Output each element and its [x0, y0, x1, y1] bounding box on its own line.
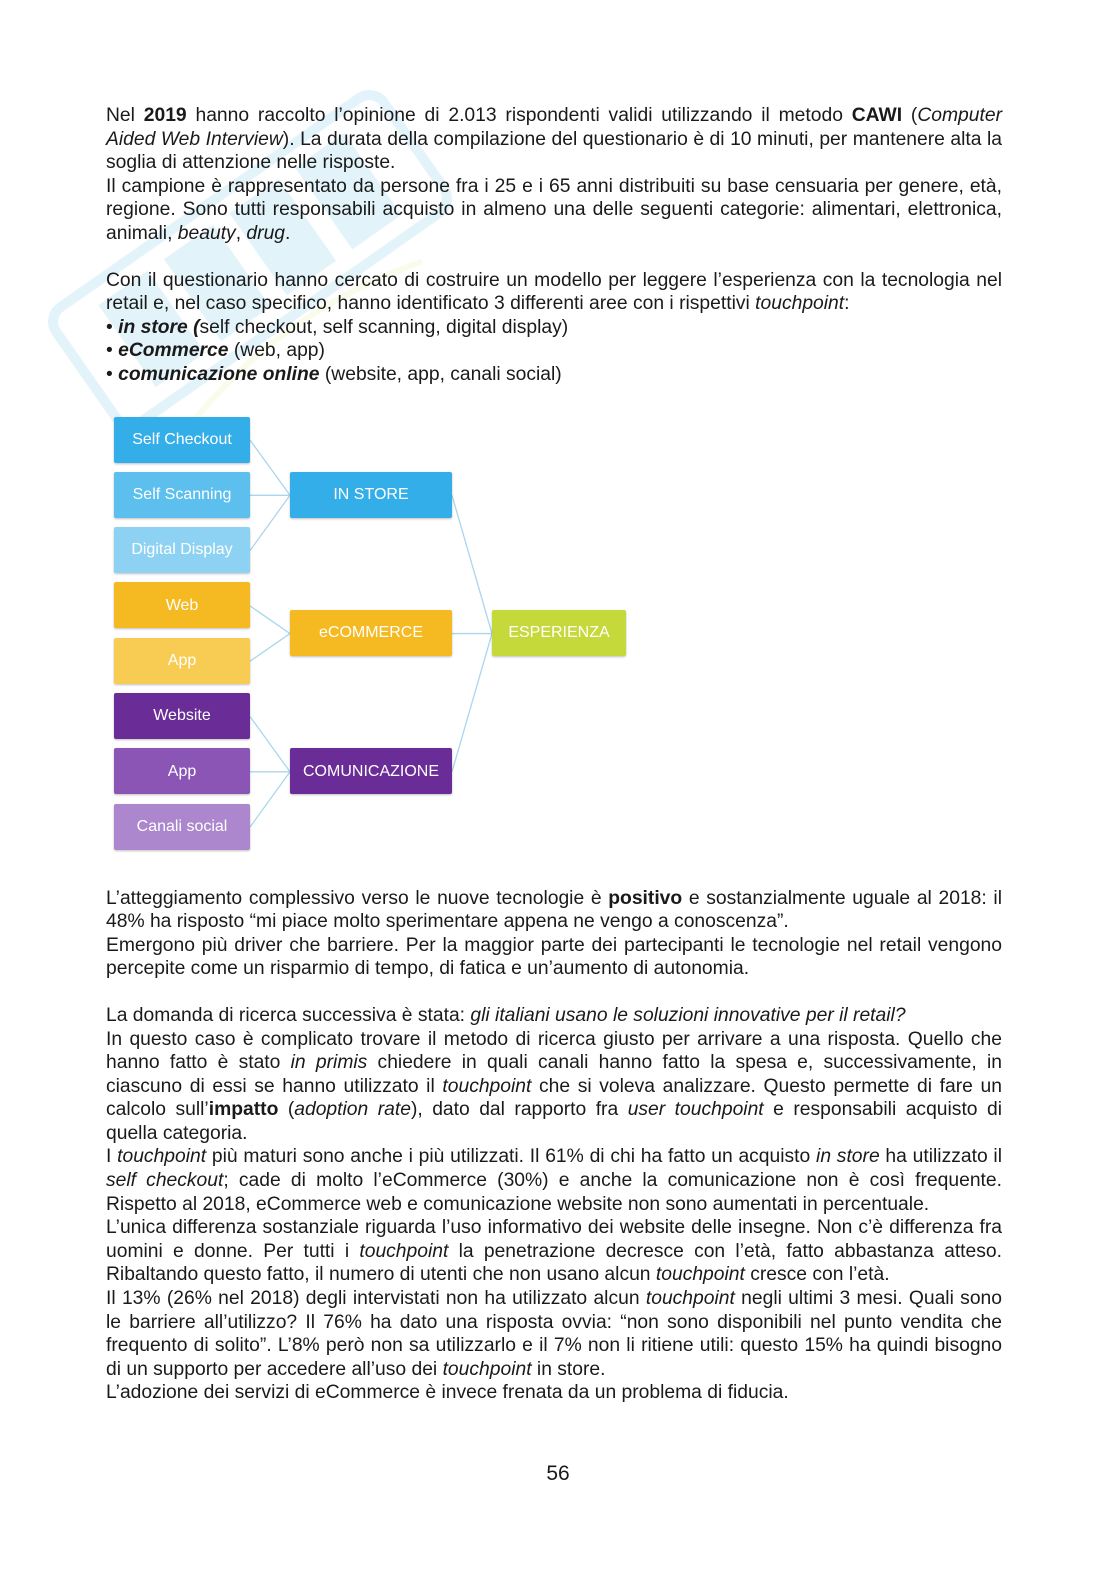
touchpoint-box-self-scanning: Self Scanning — [114, 472, 250, 518]
text-run: negli ultimi 3 mesi. Quali sono le barriere all’utilizzo? Il 76% ha dato una risposta ovvia: “non sono disponibili nel punto vendita che frequento di solito”. L’8% però non sa utilizzarlo e il 7% non li ritiene utili: questo 15% ha quindi bisogno di un supporto per accedere all’uso dei — [106, 1288, 1002, 1380]
text-run: (web, app) — [228, 340, 325, 362]
text-run: self checkout — [106, 1170, 224, 1192]
text-run: Il 13% (26% nel 2018) degli intervistati non ha utilizzato alcun — [106, 1288, 646, 1310]
touchpoint-box-self-checkout: Self Checkout — [114, 417, 250, 463]
paragraph-trust — [106, 1381, 1002, 1405]
text-run: e responsabili acquisto di quella categoria. — [106, 1099, 1003, 1144]
paragraph-barriers — [106, 1287, 1002, 1381]
connector-line — [250, 716, 290, 771]
document-body — [106, 104, 1002, 1405]
text-run: beauty — [177, 222, 236, 244]
text-run: Nel — [106, 105, 144, 126]
text-run: touchpoint — [442, 1358, 532, 1380]
text-run: ha utilizzato il — [879, 1146, 1002, 1168]
touchpoint-box-app: App — [114, 638, 250, 684]
text-run: ( — [278, 1099, 295, 1121]
text-run: L’adozione dei servizi di eCommerce è invece frenata da un problema di fiducia. — [106, 1382, 789, 1404]
list-item-comunicazione — [106, 363, 1002, 387]
text-run: : — [844, 293, 850, 315]
connector-line — [250, 495, 290, 550]
text-run: in store. — [531, 1358, 606, 1380]
text-run: L’atteggiamento complessivo verso le nuove tecnologie è — [106, 887, 609, 909]
text-run: la penetrazione decresce con l’età, fatto abbastanza atteso. Ribaltando questo fatto, il numero di utenti che non usano alcun — [106, 1240, 1002, 1286]
text-run: • — [106, 340, 119, 362]
text-run: hanno raccolto l’opinione di 2.013 rispondenti validi utilizzando il metodo — [186, 105, 852, 126]
text-run: ; cade di molto l’eCommerce (30%) e anche la comunicazione non è così frequente. Rispetto al 2018, eCommerce web e comunicazione website non sono aumentati in percentuale. — [106, 1170, 1002, 1215]
text-run: che si voleva analizzare. Questo permette di fare un calcolo sull’ — [106, 1075, 1002, 1121]
paragraph-attitude — [106, 887, 1002, 934]
page-number: 56 — [546, 1462, 570, 1485]
text-run: La domanda di ricerca successiva è stata: — [106, 1004, 471, 1026]
connector-line — [250, 771, 290, 826]
list-item-in-store — [106, 316, 1002, 340]
touchpoint-box-web: Web — [114, 582, 250, 628]
text-run: Con il questionario hanno cercato di costruire un modello per leggere l’esperienza con la tecnologia nel retail e, nel caso specifico, hanno identificato 3 differenti aree con i rispettivi — [106, 269, 1002, 315]
connector-line — [250, 605, 290, 633]
text-run: positivo — [608, 887, 683, 909]
touchpoint-list — [106, 316, 1002, 387]
text-run: 2019 — [143, 105, 187, 126]
touchpoint-box-canali-social: Canali social — [114, 804, 250, 850]
text-run: (website, app, canali social) — [319, 363, 562, 385]
text-run: chiedere in quali canali hanno fatto la spesa e, successivamente, in ciascuno di essi se hanno utilizzato il — [106, 1052, 1002, 1097]
text-run: touchpoint — [645, 1288, 735, 1310]
text-run: impatto — [208, 1099, 279, 1121]
paragraph-sample — [106, 175, 1002, 246]
text-run: eCommerce — [118, 340, 229, 362]
text-run: touchpoint — [359, 1240, 449, 1262]
text-run: I — [106, 1146, 118, 1168]
text-run: Il campione è rappresentato da persone fra i 25 e i 65 anni distribuiti su base censuaria per genere, età, regione. Sono tutti responsabili acquisto in almeno una delle seguenti categorie: alimentari, elettronica, animali, — [106, 175, 1002, 244]
text-run: in store — [816, 1146, 880, 1168]
paragraph-model — [106, 269, 1002, 316]
text-run: • — [106, 363, 119, 385]
list-item-ecommerce — [106, 339, 1002, 363]
area-box-in-store: IN STORE — [290, 472, 452, 518]
touchpoint-diagram — [106, 401, 1002, 871]
text-run: touchpoint — [117, 1146, 207, 1168]
text-run: CAWI — [851, 105, 903, 126]
text-run: L’unica differenza sostanziale riguarda l’uso informativo dei website delle insegne. Non c’è differenza fra uomini e donne. Per tutti i — [106, 1217, 1002, 1262]
connector-line — [452, 495, 492, 633]
paragraph-methodology — [106, 104, 1002, 175]
paragraph-drivers — [106, 934, 1002, 981]
touchpoint-box-app: App — [114, 748, 250, 794]
connector-line — [250, 440, 290, 495]
touchpoint-box-website: Website — [114, 693, 250, 739]
text-run: , — [235, 222, 247, 244]
paragraph-method — [106, 1028, 1002, 1146]
text-run: user touchpoint — [627, 1099, 764, 1121]
text-run: drug — [246, 222, 286, 244]
text-run: gli italiani usano le soluzioni innovative per il retail? — [470, 1004, 906, 1026]
paragraph-research-question — [106, 1004, 1002, 1028]
text-run: touchpoint — [442, 1075, 532, 1097]
text-run: self checkout, self scanning, digital display) — [199, 316, 569, 338]
paragraph-differences — [106, 1216, 1002, 1287]
text-run: in store ( — [118, 316, 200, 338]
text-run: adoption rate — [294, 1099, 411, 1121]
text-run: • — [106, 316, 119, 338]
text-run: in primis — [290, 1052, 368, 1074]
connector-line — [452, 633, 492, 771]
area-box-comunicazione: COMUNICAZIONE — [290, 748, 452, 794]
text-run: cresce con l’età. — [744, 1264, 890, 1286]
text-run: In questo caso è complicato trovare il metodo di ricerca giusto per arrivare a una risposta. Quello che hanno fatto è stato — [106, 1028, 1002, 1074]
text-run: ). La durata della compilazione del questionario è di 10 minuti, per mantenere alta la soglia di attenzione nelle risposte. — [106, 128, 1002, 174]
root-box-esperienza: ESPERIENZA — [492, 610, 626, 656]
area-box-ecommerce: eCOMMERCE — [290, 610, 452, 656]
touchpoint-box-digital-display: Digital Display — [114, 527, 250, 573]
text-run: ), dato dal rapporto fra — [410, 1099, 628, 1121]
text-run: Computer Aided Web Interview — [106, 105, 1002, 150]
paragraph-maturity — [106, 1145, 1002, 1216]
text-run: touchpoint — [655, 1264, 745, 1286]
text-run: . — [285, 222, 291, 244]
text-run: più maturi sono anche i più utilizzati. Il 61% di chi ha fatto un acquisto — [206, 1146, 817, 1168]
text-run: e sostanzialmente uguale al 2018: il 48% ha risposto “mi piace molto sperimentare appena ne vengo a conoscenza”. — [106, 887, 1003, 933]
text-run: comunicazione online — [118, 363, 320, 385]
connector-line — [250, 633, 290, 661]
text-run: touchpoint — [755, 293, 845, 315]
text-run: ( — [902, 105, 918, 126]
text-run: Emergono più driver che barriere. Per la maggior parte dei partecipanti le tecnologie nel retail vengono percepite come un risparmio di tempo, di fatica e un’aumento di autonomia. — [106, 934, 1002, 980]
